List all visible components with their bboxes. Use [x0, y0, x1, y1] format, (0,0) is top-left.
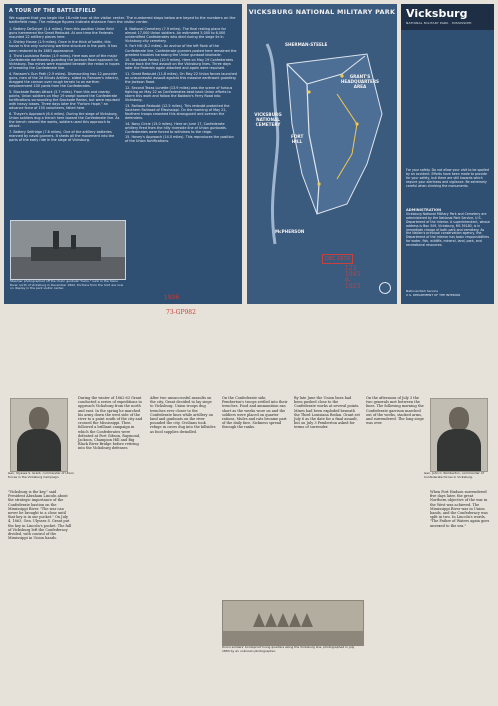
photo-boat — [31, 247, 101, 261]
map-title: VICKSBURG NATIONAL MILITARY PARK — [248, 8, 396, 16]
history-column-2: During the winter of 1862-63 Grant conducted a series of expeditions to approach Vicksburg from the north and east. In the spring he marched his army down the west side of the river to a point south of the city and crossed the Mississippi. Then followed a brilliant campaign in which the Confederates were defeated at Port Gibson, Raymond, Jackson, Champion Hill and Big Black River Bridge before retiring into the Vicksburg defenses. — [78, 396, 143, 451]
tour-stop: 1. Battery DeGolyer (1.4 miles). From this position Union field guns hammered the Great Redoubt. At one time the Federals mounted 22 artillery pieces here. — [9, 26, 114, 39]
tour-stops — [4, 25, 242, 147]
tour-stop: 7. Battery Selfridge (7.6 miles). One of the artillery batteries manned by naval gunners. It sheds all the movement into the parts of the early ride in the siege of Vicksburg. — [9, 129, 115, 142]
tour-stop: 11. Great Redoubt (11.8 miles). On May 22 Union forces launched an unsuccessful assault against this massive earthwork guarding the Jackson Road. — [125, 72, 237, 85]
history-column-7: When Port Hudson surrendered five days later, the great Northern objective of the war in the West was achieved. The Mississippi River was in Union hands, and the Confederacy was split in two. In Lincoln's words, "The Father of Waters again goes unvexed to the sea." — [430, 490, 490, 528]
history-column-6: On the afternoon of July 3 the two generals met between the lines. The following morning the Confederate garrison marched out of the works, stacked arms, and surrendered. The long siege was over. — [366, 396, 424, 426]
tour-stop: 14. Navy Circle (15.0 miles). Here on June 17, Confederate artillery fired from the hilly riverside line of Union gunboats. Confederates were forced to withdraw to the ridge. — [125, 121, 227, 134]
pemberton-caption: Gen. John C. Pemberton, commander of Confederate forces in Vicksburg. — [424, 471, 484, 479]
photo-smokestack — [71, 235, 76, 249]
pen-note: 123 1945 6- 1923 — [345, 265, 361, 290]
agency-footer — [406, 290, 490, 297]
photo-tents — [253, 613, 313, 627]
tour-stop: 2. Shirley House (1.9 miles). Once in the thick of battle, this house is the only surviving wartime structure in the park. It has been restored to its 1863 appearance. — [9, 40, 117, 53]
brand-title: Vicksburg — [406, 7, 468, 20]
history-column-3: After two unsuccessful assaults on the city, Grant decided to lay siege to Vicksburg. Union troops dug trenches ever closer to the Confederate lines while artillery on land and gunboats on the river pounded the city. Civilians took refuge in caves dug into the hillsides as food supplies dwindled. — [150, 396, 216, 434]
photo-smokestack — [53, 231, 59, 249]
tour-stop: 9. Fort Hill (8.2 miles). An anchor of the left flank of the Confederate line, Confederate gunners posted here remained the greatest troubles harassing the Union gunboat blockade. — [125, 44, 237, 57]
tour-stop: 10. Stockade Redan (10.9 miles). Here on May 19 Confederates threw back the first assault on the Vicksburg lines. Three days later the Federals again attacked and again were repulsed. — [125, 58, 234, 71]
tour-stop: 6. Thayer's Approach (6.4 miles). During the siege of Vicksburg, Union soldiers dug a trench here toward the Confederate line. As the trench neared the works, soldiers used this approach to attack. — [9, 111, 120, 129]
portrait-head — [449, 407, 469, 431]
camp-photo — [222, 600, 364, 646]
administration-heading: ADMINISTRATION — [406, 208, 442, 212]
administration-text: Vicksburg National Military Park and Cemetery are administered by the National Park Service, U.S. Department of the Interior. A superintendent, whose address is Box 349, Vicksburg, MS 39180, is in immediate charge of both park and cemetery. As the Nation's principal conservation agency, the Department of the Interior has basic responsibilities for water, fish, wildlife, mineral, land, park, and recreational resources. — [406, 211, 490, 248]
portrait-body — [437, 429, 481, 471]
portrait-head — [29, 407, 49, 431]
tour-heading: A TOUR OF THE BATTLEFIELD — [9, 8, 96, 14]
map-label-fort-hill: FORT HILL — [291, 134, 304, 144]
tour-stop: 5. Stockade Redan Attack (3.7 miles). From this and nearby points, Union soldiers on May 19 swept toward the Confederate fortifications surrounding the Stockade Redan, but were repulsed with heavy losses. Three days later the "Forlorn Hope," an advance force of 150 volunteers, failed here. — [9, 89, 120, 111]
pemberton-portrait — [430, 398, 488, 472]
camp-photo-caption: Union soldiers' bombproof living quarters along the Vicksburg line, photographed in July 1863 by an unknown photographer. — [222, 645, 355, 653]
tour-stop: 4. Ransom's Gun Path (2.9 miles). Dismounting two 12-pounder guns, men of the 2d Illinois Artillery, aided by Ransom's infantry, dragged the cannon over rough terrain to an earthen emplacement 100 yards from the Confederates. — [9, 72, 120, 89]
safety-text: For your safety. Do not allow your visit to be spoiled by an accident. Efforts have been made to provide for your safety, but there are still hazards which require your alertness and vigilance. Be extremely careful when climbing the monuments. — [406, 168, 489, 188]
agency-name: National Park Service — [406, 289, 438, 293]
battlefield-map — [247, 4, 397, 304]
tour-panel — [4, 4, 242, 304]
history-column-5: By late June the Union lines had been pushed close to the Confederate works at several points. Mines had been exploded beneath the Third Louisiana Redan. Grant set July 6 as the date for a final assault, but on July 3 Pemberton asked for terms of surrender. — [294, 396, 360, 430]
photo-ground — [223, 631, 363, 645]
brand-subtitle: NATIONAL MILITARY PARK · MISSISSIPPI — [406, 21, 472, 25]
pencil-note: 1936 — [163, 293, 180, 302]
tour-stop: 8. National Cemetery (7.9 miles). The final resting place for almost 17,000 Union soldiers. An estimated 5,000 to 6,000 unidentified Confederates who died during the siege lie in Vicksburg city cemetery. — [125, 26, 227, 43]
date-stamp: DEC 1979 — [322, 254, 353, 264]
compass-icon — [379, 282, 391, 294]
tour-stops-column-2 — [125, 27, 237, 145]
tour-stop: 12. Second Texas Lunette (13.9 miles) was the scene of furious fighting on May 22 as Confederates beat back Union efforts to storm this work and follow the Baldwin's Ferry Road into Vicksburg. — [125, 85, 233, 103]
steamer-photo — [10, 220, 126, 280]
history-column-4: On the Confederate side, Pemberton's troops settled into their trenches. Food and ammunition ran short as the weeks wore on and the soldiers were placed on quarter rations. Mules and rats became part of the daily fare. Sickness spread through the ranks. — [222, 396, 288, 430]
portrait-body — [17, 429, 61, 471]
tour-stop: 15. Hovey's Approach (14.0 miles). This reproduces the position of the Union fortifications. — [125, 135, 234, 144]
grant-portrait — [10, 398, 68, 472]
tour-stops-column-1 — [9, 27, 121, 145]
tour-stop: 3. Third Louisiana Redan (1.9 miles). Here was one of the major Confederate earthworks guarding the Jackson Road approach to Vicksburg. Two mines were exploded beneath the redan in hopes of breaking the Confederate line. — [9, 54, 120, 71]
map-label-national-cemetery: VICKSBURG NATIONAL CEMETERY — [254, 112, 282, 127]
map-label-sherman: SHERMAN-STEELE — [285, 42, 328, 47]
map-label-grant: GRANT'S HEADQUARTERS AREA — [340, 74, 380, 89]
brand-band — [401, 4, 494, 30]
history-column-1: "Vicksburg is the key," said President Abraham Lincoln about the strategic importance of the Confederate bastion on the Mississippi River. "The war can never be brought to a close until that key is in our pocket." On July 4, 1863, Gen. Ulysses S. Grant put the key in Lincoln's pocket. The fall of Vicksburg left the Confederacy divided, with control of the Mississippi in Union hands. — [8, 490, 72, 541]
map-label-mcpherson: McPHERSON — [275, 229, 305, 234]
tour-stop: 13. Railroad Redoubt (12.5 miles). This redoubt protected the Southern Railroad of Mississippi. On the morning of May 22, Northern troops smashed this strongpoint and overran the defenders. — [125, 103, 230, 120]
grant-caption: Gen. Ulysses S. Grant, commander of Union forces in the Vicksburg Campaign. — [8, 471, 74, 479]
side-panel — [401, 4, 494, 304]
catalog-code: 73-GP982 — [166, 309, 196, 316]
administration-block — [406, 209, 490, 248]
department-name: U.S. DEPARTMENT OF THE INTERIOR — [406, 292, 461, 297]
tour-intro: We suggest that you begin the 16-mile tour at the visitor center. The numbered stops below are keyed to the numbers on the battlefield map. The mileage figures indicate distance from the visitor center. — [9, 16, 236, 25]
photo-caption: Steamer photographed off the Union gunboat "Cairo," sunk in the Yazoo River north of Vicksburg in December 1862. Portions from the hold are now on display in the park visitor center. — [10, 279, 124, 291]
